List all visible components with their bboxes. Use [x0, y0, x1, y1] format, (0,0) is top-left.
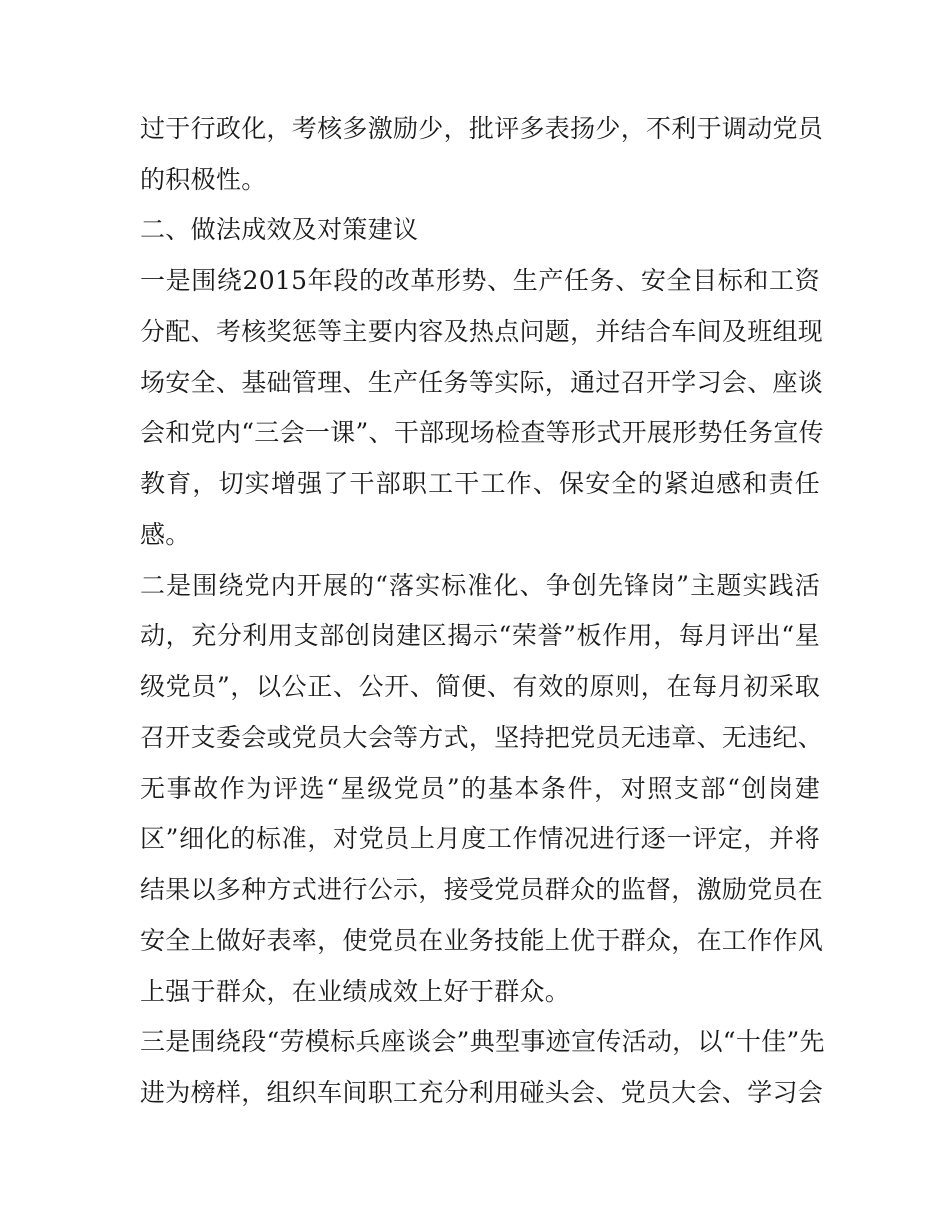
text-line-20: 进为榜样，组织车间职工充分利用碰头会、党员大会、学习会 — [140, 1078, 824, 1107]
text-line-14: 无事故作为评选“星级党员”的基本条件，对照支部“创岗建 — [140, 774, 820, 803]
text-line-9: 感。 — [140, 520, 191, 549]
text-line-6: 场安全、基础管理、生产任务等实际，通过召开学习会、座谈 — [140, 368, 824, 397]
text-line-12: 级党员”，以公正、公开、简便、有效的原则，在每月初采取 — [140, 672, 820, 701]
text-line-2: 的积极性。 — [140, 165, 267, 194]
text-line-11: 动，充分利用支部创岗建区揭示“荣誉”板作用，每月评出“星 — [140, 621, 820, 650]
text-line-10: 二是围绕党内开展的“落实标准化、争创先锋岗”主题实践活 — [140, 571, 820, 600]
text-line-1: 过于行政化，考核多激励少，批评多表扬少，不利于调动党员 — [140, 114, 824, 143]
text-line-19: 三是围绕段“劳模标兵座谈会”典型事迹宣传活动，以“十佳”先 — [140, 1027, 825, 1056]
text-line-18: 上强于群众，在业绩成效上好于群众。 — [140, 977, 571, 1006]
text-line-13: 召开支委会或党员大会等方式，坚持把党员无违章、无违纪、 — [140, 723, 824, 752]
text-line-7: 会和党内“三会一课”、干部现场检查等形式开展形势任务宣传 — [140, 418, 824, 447]
text-line-15: 区”细化的标准，对党员上月度工作情况进行逐一评定，并将 — [140, 824, 820, 853]
text-line-5: 分配、考核奖惩等主要内容及热点问题，并结合车间及班组现 — [140, 317, 824, 346]
text-line-17: 安全上做好表率，使党员在业务技能上优于群众，在工作作风 — [140, 926, 824, 955]
text-line-8: 教育，切实增强了干部职工干工作、保安全的紧迫感和责任 — [140, 469, 820, 498]
text-line-16: 结果以多种方式进行公示，接受党员群众的监督，激励党员在 — [140, 875, 824, 904]
text-line-4: 一是围绕2015年段的改革形势、生产任务、安全目标和工资 — [140, 266, 820, 295]
section-heading: 二、做法成效及对策建议 — [140, 215, 419, 244]
